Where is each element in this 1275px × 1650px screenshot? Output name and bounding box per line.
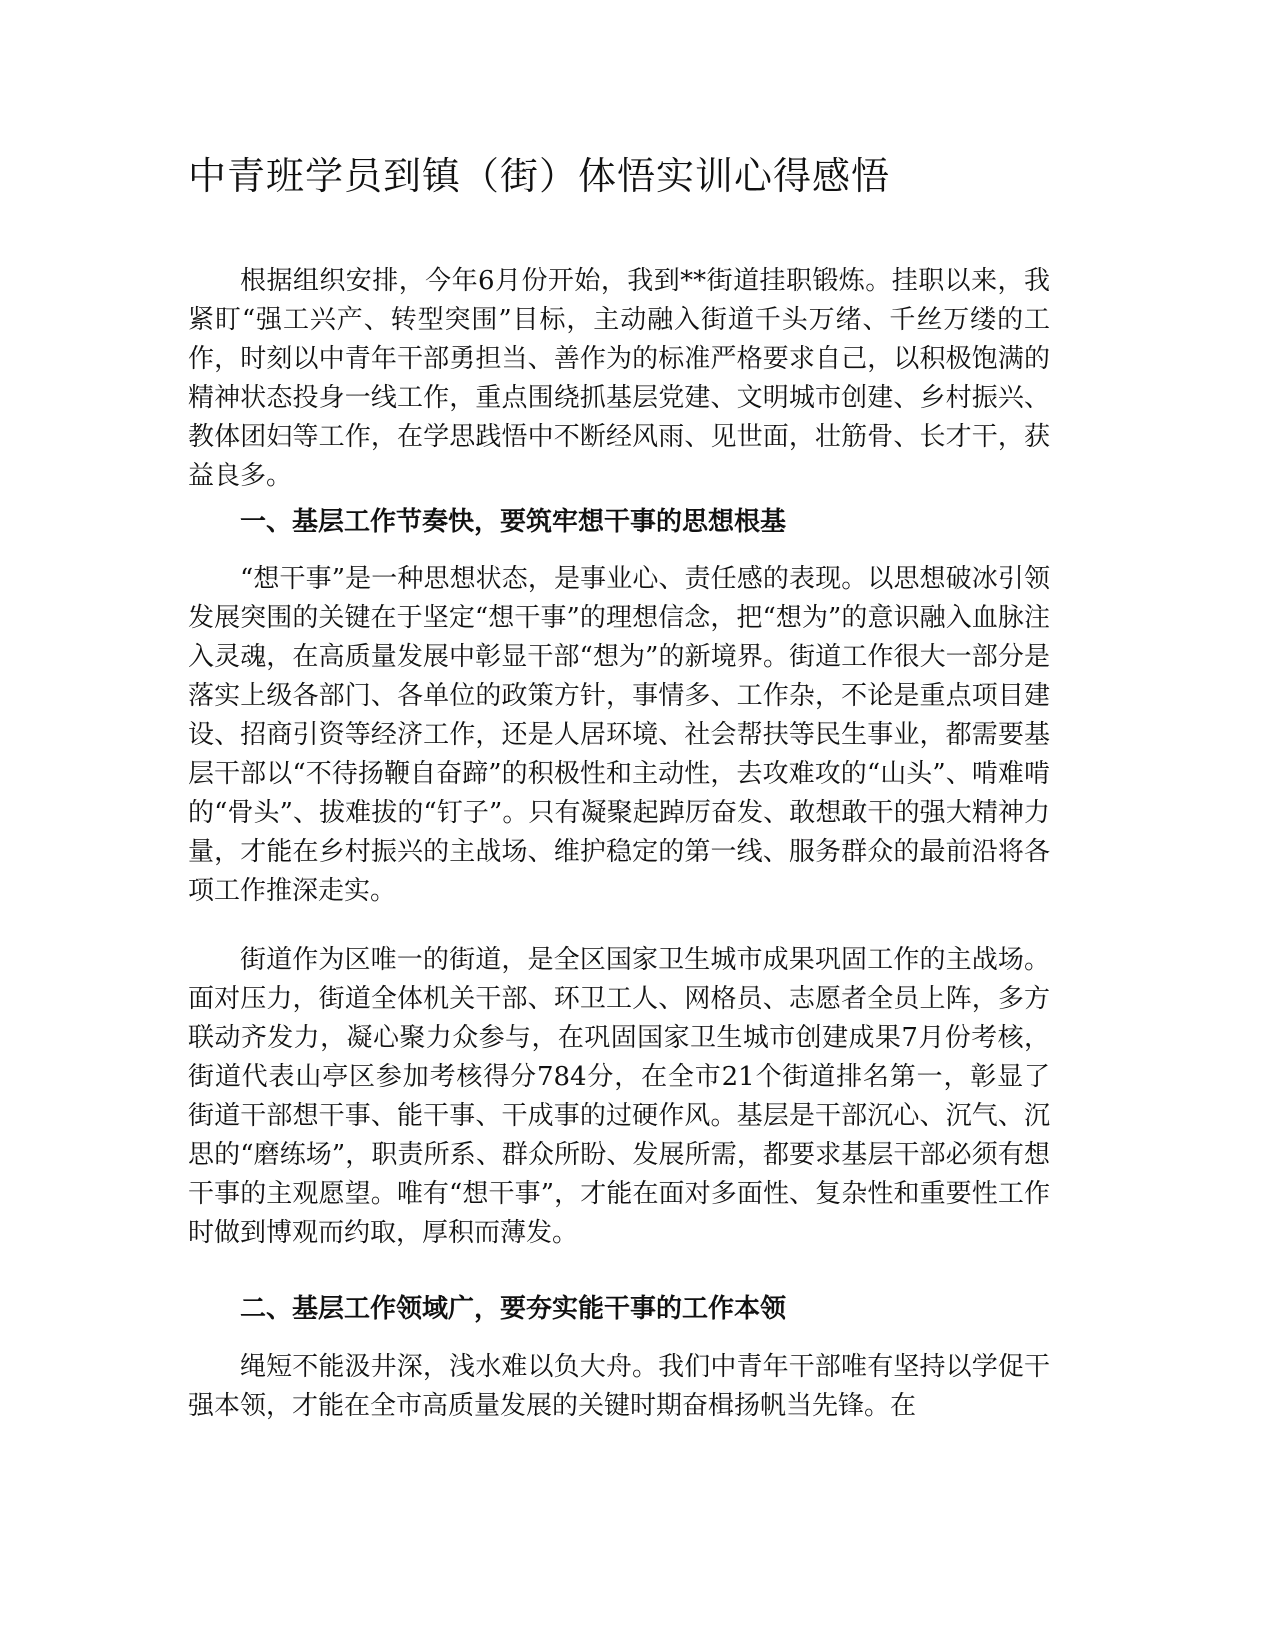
section-2-paragraph-1: 绳短不能汲井深，浅水难以负大舟。我们中青年干部唯有坚持以学促干强本领，才能在全市高质量发展的关键时期奋楫扬帆当先锋。在 <box>188 1352 1050 1421</box>
section-2 <box>188 1290 1050 1329</box>
intro-block <box>188 262 1050 496</box>
section-1-paragraph-1-block <box>188 560 1050 911</box>
section-1-paragraph-1: “想干事”是一种思想状态，是事业心、责任感的表现。以思想破冰引领发展突围的关键在于坚定“想干事”的理想信念，把“想为”的意识融入血脉注入灵魂，在高质量发展中彰显干部“想为”的新境界。街道工作很大一部分是落实上级各部门、各单位的政策方针，事情多、工作杂，不论是重点项目建设、招商引资等经济工作，还是人居环境、社会帮扶等民生事业，都需要基层干部以“不待扬鞭自奋蹄”的积极性和主动性，去攻难攻的“山头”、啃难啃的“骨头”、拔难拔的“钉子”。只有凝聚起踔厉奋发、敢想敢干的强大精神力量，才能在乡村振兴的主战场、维护稳定的第一线、服务群众的最前沿将各项工作推深走实。 <box>188 564 1050 906</box>
document-title: 中青班学员到镇（街）体悟实训心得感悟 <box>188 154 891 198</box>
section-1-heading: 一、基层工作节奏快，要筑牢想干事的思想根基 <box>240 507 787 537</box>
section-2-heading: 二、基层工作领域广，要夯实能干事的工作本领 <box>240 1294 787 1324</box>
intro-paragraph: 根据组织安排，今年6月份开始，我到**街道挂职锻炼。挂职以来，我紧盯“强工兴产、转型突围”目标，主动融入街道千头万绪、千丝万缕的工作，时刻以中青年干部勇担当、善作为的标准严格要求自己，以积极饱满的精神状态投身一线工作，重点围绕抓基层党建、文明城市创建、乡村振兴、教体团妇等工作，在学思践悟中不断经风雨、见世面，壮筋骨、长才干，获益良多。 <box>188 266 1050 491</box>
section-1-paragraph-2: 街道作为区唯一的街道，是全区国家卫生城市成果巩固工作的主战场。面对压力，街道全体机关干部、环卫工人、网格员、志愿者全员上阵，多方联动齐发力，凝心聚力众参与，在巩固国家卫生城市创建成果7月份考核，街道代表山亭区参加考核得分784分，在全市21个街道排名第一，彰显了街道干部想干事、能干事、干成事的过硬作风。基层是干部沉心、沉气、沉思的“磨练场”，职责所系、群众所盼、发展所需，都要求基层干部必须有想干事的主观愿望。唯有“想干事”，才能在面对多面性、复杂性和重要性工作时做到博观而约取，厚积而薄发。 <box>188 945 1050 1248</box>
section-1 <box>188 503 1050 542</box>
section-1-paragraph-2-block <box>188 941 1050 1253</box>
section-2-paragraph-1-block <box>188 1348 1050 1426</box>
